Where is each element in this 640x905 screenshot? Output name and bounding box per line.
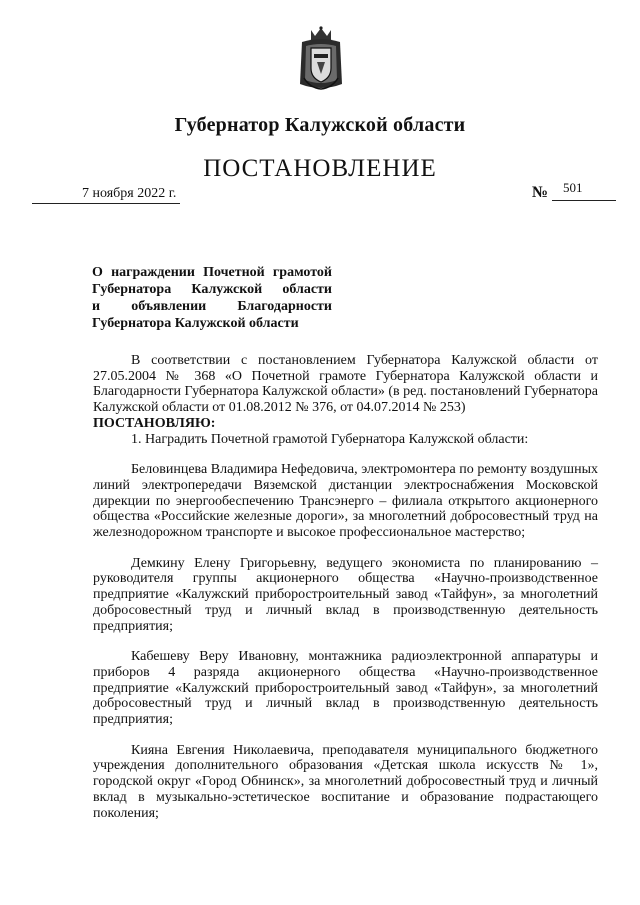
subject-line: Губернатора Калужской области bbox=[92, 316, 299, 331]
number-label: № bbox=[532, 184, 549, 201]
subject-line: Губернатора Калужской области bbox=[92, 282, 332, 297]
document-date: 7 ноября 2022 г. bbox=[82, 186, 177, 201]
number-underline bbox=[552, 200, 616, 201]
clause-1: 1. Наградить Почетной грамотой Губернатора Калужской области: bbox=[131, 431, 529, 447]
subject-line: О награждении Почетной грамотой bbox=[92, 265, 332, 280]
document-subject bbox=[92, 264, 332, 332]
awardee-paragraph: Демкину Елену Григорьевну, ведущего экономиста по планированию – руководителя группы акционерного общества «Научно-производственное предприятие «Калужский приборостроительный завод «Тайфун», за многолетний добросовестный труд и личный вклад в производственную деятельность предприятия; bbox=[93, 555, 598, 634]
awardee-paragraph: Кабешеву Веру Ивановну, монтажника радиоэлектронной аппаратуры и приборов 4 разряда акционерного общества «Научно-производственное предприятие «Калужский приборостроительный завод «Тайфун», за многолетний добросовестный труд и личный вклад в производственную деятельность предприятия; bbox=[93, 649, 598, 728]
preamble-paragraph: В соответствии с постановлением Губернатора Калужской области от 27.05.2004 № 368 «О Почетной грамоте Губернатора Калужской области и Благодарности Губернатора Калужской области» (в ред. постановлений Губернатора Калужской области от 01.08.2012 № 376, от 04.07.2014 № 253) bbox=[93, 353, 598, 416]
awardee-paragraph: Беловинцева Владимира Нефедовича, электромонтера по ремонту воздушных линий электропередачи Вяземской дистанции электроснабжения Московской дирекции по энергообеспечению Трансэнерго – филиала открытого акционерного общества «Российские железные дороги», за многолетний добросовестный труд на железнодорожном транспорте и высокое профессиональное мастерство; bbox=[93, 462, 598, 541]
decree-word: ПОСТАНОВЛЯЮ: bbox=[93, 415, 216, 431]
subject-line: и объявлении Благодарности bbox=[92, 299, 332, 314]
document-number: 501 bbox=[563, 180, 583, 195]
issuing-authority: Губернатор Калужской области bbox=[174, 114, 466, 136]
document-body bbox=[93, 353, 598, 821]
awardee-paragraph: Кияна Евгения Николаевича, преподавателя муниципального бюджетного учреждения дополнительного образования «Детская школа искусств № 1», городской округ «Город Обнинск», за многолетний добросовестный труд и личный вклад в музыкально-эстетическое воспитание и образование подрастающего поколения; bbox=[93, 742, 598, 821]
coat-of-arms-icon bbox=[296, 26, 346, 92]
document-type-title: ПОСТАНОВЛЕНИЕ bbox=[203, 155, 437, 182]
